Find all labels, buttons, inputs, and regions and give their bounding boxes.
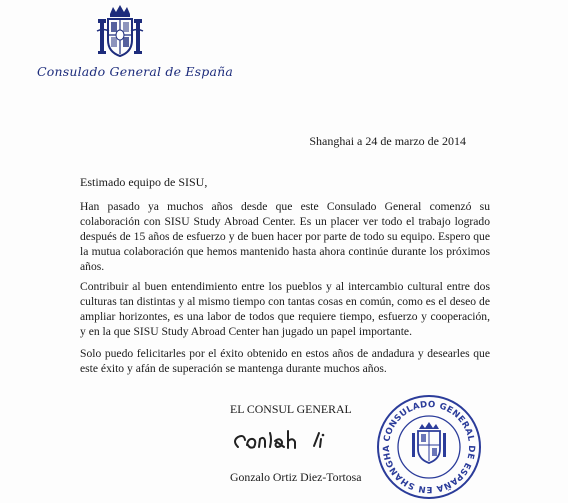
letter-paragraph: Solo puedo felicitarles por el éxito obtenido en estos años de andadura y desearles que este éxito y afán de superación se mantenga durante muchos años. xyxy=(80,347,490,375)
signer-name: Gonzalo Ortiz Diez-Tortosa xyxy=(230,470,362,484)
spanish-coat-of-arms-icon xyxy=(95,4,145,64)
consulate-letterhead-title: Consulado General de España xyxy=(37,64,234,79)
signer-title: EL CONSUL GENERAL xyxy=(230,402,352,416)
letter-paragraph: Contribuir al buen entendimiento entre los pueblos y al intercambio cultural entre dos culturas tan distintas y al mismo tiempo con tantas cosas en común, como es el deseo de ampliar horizontes, es una labor de todos que requiere tiempo, esfuerzo y cooperación, y en la que SISU Study Abroad Center han jugado un papel importante. xyxy=(80,280,490,338)
letter-paragraph: Han pasado ya muchos años desde que este Consulado General comenzó su colaboración con SISU Study Abroad Center. Es un placer ver todo el trabajo logrado después de 15 años de esfuerzo y de buen hacer por parte de todo su equipo. Espero que la mutua colaboración que hemos mantenido hasta ahora continúe durante los próximos años. xyxy=(80,200,490,273)
place-and-date: Shanghai a 24 de marzo de 2014 xyxy=(309,134,466,148)
svg-text:CONSULADO GENERAL DE ESPAÑA EN: CONSULADO GENERAL DE ESPAÑA EN SHANGHA xyxy=(381,399,477,495)
handwritten-signature xyxy=(228,427,358,457)
official-consulate-seal-icon xyxy=(375,393,483,501)
greeting: Estimado equipo de SISU, xyxy=(80,175,208,189)
